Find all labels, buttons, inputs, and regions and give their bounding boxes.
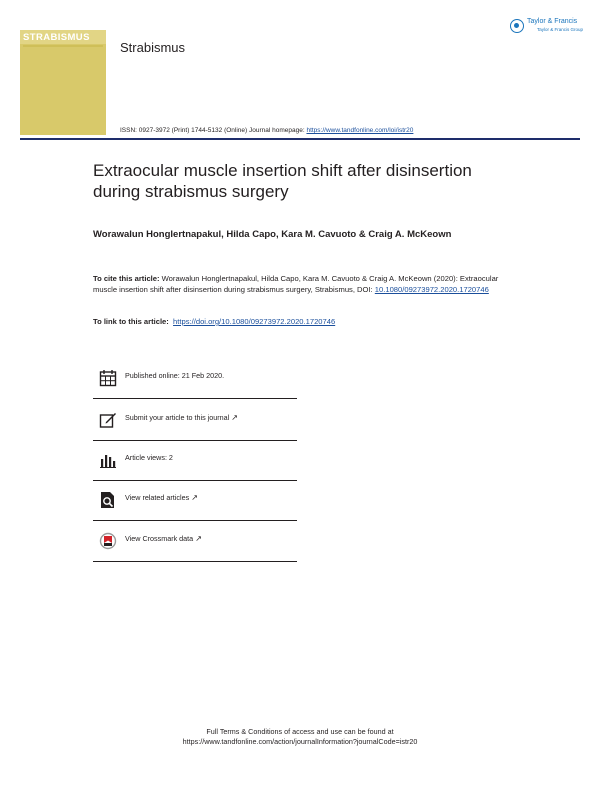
footer-terms-text: Full Terms & Conditions of access and use can be found at xyxy=(206,727,394,736)
bar-chart-icon xyxy=(99,451,117,469)
article-authors: Worawalun Honglertnapakul, Hilda Capo, Kara M. Cavuoto & Craig A. McKeown xyxy=(93,229,452,240)
publisher-logo[interactable] xyxy=(510,18,592,38)
info-row-views xyxy=(93,439,297,481)
article-title: Extraocular muscle insertion shift after disinsertion during strabismus surgery xyxy=(93,161,472,201)
info-row-published xyxy=(93,357,297,399)
submit-article-link[interactable] xyxy=(125,413,238,422)
journal-homepage-link[interactable]: https://www.tandfonline.com/loi/istr20 xyxy=(306,127,414,134)
crossmark-text: View Crossmark data xyxy=(125,534,194,543)
published-online-text: Published online: 21 Feb 2020. xyxy=(125,371,225,380)
cover-title: STRABISMUS xyxy=(23,32,90,43)
external-link-icon: ↗ xyxy=(191,493,198,502)
citation-doi-link[interactable]: 10.1080/09273972.2020.1720746 xyxy=(374,285,489,294)
info-row-related[interactable] xyxy=(93,479,297,521)
citation-label: To cite this article: xyxy=(93,274,160,283)
row-divider xyxy=(93,561,297,562)
journal-cover-image xyxy=(20,30,106,135)
edit-icon xyxy=(99,411,117,429)
article-doi-link[interactable]: https://doi.org/10.1080/09273972.2020.1720746 xyxy=(173,317,336,326)
citation-text: Worawalun Honglertnapakul, Hilda Capo, Kara M. Cavuoto & Craig A. McKeown (2020): Extraocular muscle insertion shift after disinsertion during strabismus surgery, Strabismus, DOI: xyxy=(93,274,499,294)
header-divider xyxy=(20,138,580,140)
related-articles-text: View related articles xyxy=(125,493,190,502)
article-link-block xyxy=(93,317,335,326)
footer-terms xyxy=(0,727,600,747)
publisher-logo-icon xyxy=(510,19,524,33)
crossmark-icon xyxy=(99,532,117,550)
calendar-icon xyxy=(99,369,117,387)
footer-terms-link[interactable]: https://www.tandfonline.com/action/journalInformation?journalCode=istr20 xyxy=(182,737,418,746)
issn-text: ISSN: 0927-3972 (Print) 1744-5132 (Online) Journal homepage: xyxy=(120,127,305,134)
info-row-crossmark[interactable] xyxy=(93,520,297,562)
citation-block xyxy=(93,273,513,295)
related-articles-link[interactable] xyxy=(125,493,198,502)
article-link-label: To link to this article: xyxy=(93,317,169,326)
cover-subtitle-line xyxy=(23,45,103,47)
crossmark-link[interactable] xyxy=(125,534,202,543)
search-document-icon xyxy=(99,491,117,509)
issn-line xyxy=(120,127,413,134)
submit-article-text: Submit your article to this journal xyxy=(125,413,230,422)
publisher-logo-name: Taylor & Francis xyxy=(527,18,578,25)
publisher-logo-subtitle: Taylor & Francis Group xyxy=(537,27,584,32)
info-row-submit[interactable] xyxy=(93,399,297,441)
journal-name: Strabismus xyxy=(120,40,186,55)
external-link-icon: ↗ xyxy=(195,534,202,543)
article-views-text: Article views: 2 xyxy=(125,453,173,462)
external-link-icon: ↗ xyxy=(231,413,238,422)
